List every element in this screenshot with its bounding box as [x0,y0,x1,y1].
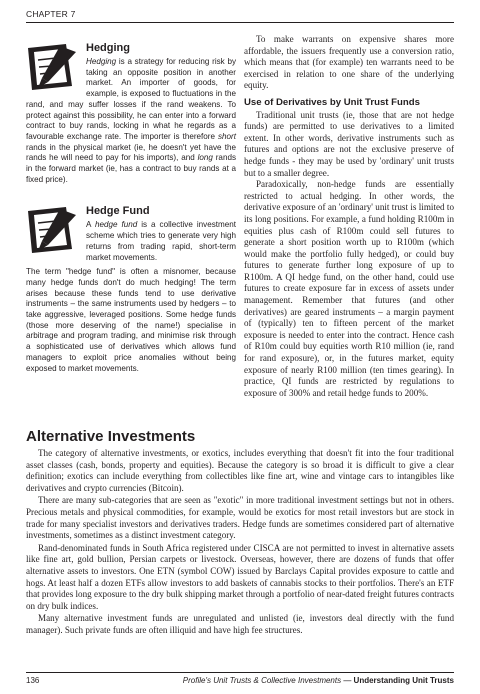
footer-rule [26,672,454,673]
derivatives-heading: Use of Derivatives by Unit Trust Funds [244,96,420,108]
page-number: 136 [26,676,40,685]
left-column [26,34,236,374]
footer-book-title: Profile's Unit Trusts & Collective Investments — Understanding Unit Trusts [182,676,454,685]
header-rule [26,22,454,23]
hedge-fund-misnomer: The term "hedge fund" is often a misnomer, because many hedge funds don't do much hedging! The term arises because these funds tend to use derivative instruments – the same instruments used by hedgers – to take aggressive, leveraged positions. Some hedge funds (those more deserving of the name!) specialise in arbitrage and program trading, and minimise risk through a sophisticated use of derivatives which allows fund managers to exploit price anomalies without being exposed to market movements. [26,267,236,373]
hedge-fund-title: Hedge Fund [86,205,150,218]
hedging-box [26,42,236,185]
warrants-paragraph: To make warrants on expensive shares more affordable, the issuers frequently use a conversion ratio, which means that (for example) ten warrants need to be exercised in relation to one share of the underlying equity. [244,34,454,91]
alt-paragraph-1: The category of alternative investments, or exotics, includes everything that doesn't fit into the four traditional asset classes (cash, bonds, property and equities). Because the category is so broad it is difficult to give a clear definition; exotics can include everything from collectibles like fine art, wine and vintage cars to intangibles like derivatives and crypto currencies (Bitcoin). [26,448,454,493]
hedging-text: Hedging is a strategy for reducing risk by taking an opposite position in another market. An importer of goods, for example, is exposed to fluctuations in the rand, and may suffer losses if the rand weakens. To protect against this possibility, he can enter into a forward contract to buy rands, locking in what he regards as a favourable exchange rate. The importer is therefore short rands in the physical market (ie, he doesn't yet have the rands he will need to pay for his imports), and long rands in the forward market (ie, has a contract to buy rands at a fixed price). [26,57,236,184]
pen-on-paper-icon [26,42,80,92]
hedge-fund-box [26,205,236,374]
alt-paragraph-4: Many alternative investment funds are unregulated and unlisted (ie, investors deal directly with the fund manager). Such private funds are often illiquid and have high fee structures. [26,613,454,635]
alternative-investments-section [26,428,454,638]
paradoxically-paragraph: Paradoxically, non-hedge funds are essentially restricted to actual hedging. In other words, the derivative exposure of an 'ordinary' unit trust is limited to its long positions. For example, a fund holding R100m in equities plus cash of R100m could sell futures to generate a short position worth up to R100m (which would make the portfolio fully hedged), or could buy futures to generate further long exposure of up to R100m. A QI hedge fund, on the other hand, could use futures to create exposure far in excess of assets under management. Remember that futures (and other derivatives) are geared instruments – a margin payment of (typically) ten to fifteen percent of the market exposure is needed to enter into the contract. Hence cash of R10m could buy equities worth R10 million (ie, rand for rand exposure), or, in the futures market, equity exposure of nearly R100 million (ten times gearing). In practice, QI funds are restricted by regulations to exposure of 300% and retail hedge funds to 200%. [244,179,454,398]
alternative-investments-title: Alternative Investments [26,428,196,445]
hedge-fund-definition: A hedge fund is a collective investment scheme which tries to generate very high returns from trading rapid, short-term market movements. [86,220,236,262]
hedging-title: Hedging [86,42,130,54]
alt-paragraph-2: There are many sub-categories that are seen as "exotic" in more traditional investment settings but not in others. Precious metals and physical commodities, for example, would be exotics for most retail investors but are stock in trade for many specialist investors and derivatives traders. Hedge funds are sometimes considered part of alternative investments, sometimes as a distinct investment category. [26,495,454,541]
traditional-unit-trusts-paragraph: Traditional unit trusts (ie, those that are not hedge funds) are permitted to use derivatives to a limited extent. In other words, derivative instruments such as futures and options are not the exclusive preserve of hedge funds - they may be used by 'ordinary' unit trusts but to a smaller degree. [244,109,454,178]
alt-paragraph-3: Rand-denominated funds in South Africa registered under CISCA are not permitted to invest in alternative assets like fine art, gold bullion, Persian carpets or livestock. Overseas, however, there are dozens of funds that offer alternative assets to investors. One ETN (symbol COW) issued by Barclays Capital provides exposure to cattle and hogs. At least half a dozen ETFs allow investors to add baskets of cannabis stocks to their portfolios. There's an ETF that provides long exposure to the dry bulk shipping market through a portfolio of near-dated freight futures contracts on dry bulk indices. [26,542,454,611]
chapter-label: CHAPTER 7 [26,9,76,19]
pen-on-paper-icon [26,205,80,255]
right-column [244,34,454,399]
